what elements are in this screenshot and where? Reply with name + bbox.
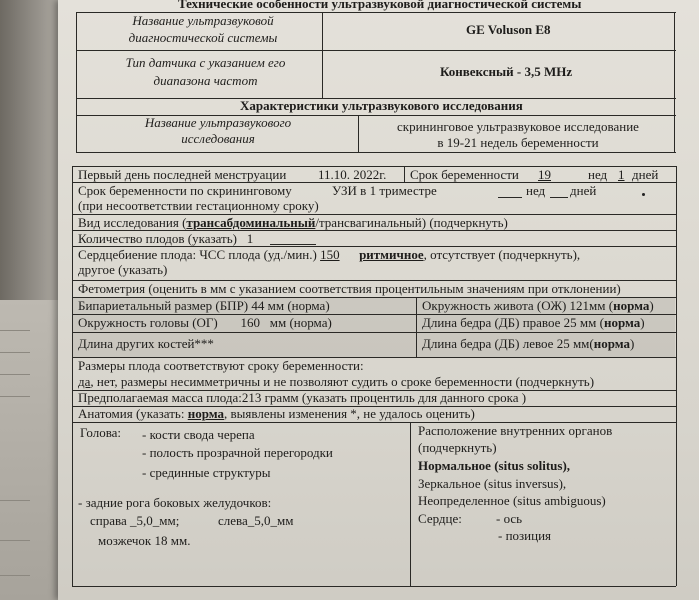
ac-norm: норма [613,298,650,313]
anatomy-prefix: Анатомия (указать: [78,406,188,421]
underlying-rule [0,352,30,353]
ga-weeks: 19 [538,167,551,182]
size-title: Размеры плода соответствуют сроку беременности: [78,358,364,373]
exam-type-selected: трансабдоминальный [186,215,316,230]
ac-line [422,299,654,314]
fl-left-close: ) [630,336,635,351]
organs-title-2: (подчеркнуть) [418,440,497,455]
fl-left-line [422,337,634,352]
right-unit: мм; [159,513,180,528]
exam-type-prefix: Вид исследования ( [78,215,187,230]
right-label: справа [90,513,127,528]
right-ventricle: справа _5,0_мм; [90,513,180,528]
size-rest: , нет, размеры несимметричны и не позволяют судить о сроке беременности (подчеркнуть) [90,374,595,389]
left-unit: мм [277,513,294,528]
exam-type-line [78,216,508,231]
ga-days: 1 [618,167,625,182]
anatomy-selected: норма [187,406,225,421]
fetus-count-value: 1 [246,231,254,246]
hc-line [78,316,332,331]
midline-structures: - срединные структуры [142,465,271,480]
head-label: Голова: [80,425,122,440]
form-sheet [58,0,699,600]
ga-label: Срок беременности [410,167,519,182]
ventricles-label: - задние рога боковых желудочков: [78,495,272,510]
ac-label: Окружность живота (ОЖ) 121мм ( [422,298,614,313]
screen-note: (при несоответствии гестационному сроку) [78,198,319,213]
fl-right-line [422,316,645,331]
heart-label: Сердце: [418,511,462,526]
probe-label-line2: диапазона частот [153,73,258,88]
fetus-count-line [78,232,253,247]
left-value: 5,0 [254,513,271,528]
situs-ambiguous: Неопределенное (situs ambiguous) [418,493,606,508]
fetometry-title: Фетометрия (оценить в мм с указанием соответствия процентильным значениям при отклонении) [78,281,621,296]
underlying-rule [0,500,30,501]
probe-label-line1: Тип датчика с указанием его [125,55,286,70]
skull-vault: - кости свода черепа [142,427,255,442]
cerebellum: мозжечок 18 мм. [98,533,191,548]
exam-type-rest: /трансвагинальный) (подчеркнуть) [315,215,508,230]
ga-days-unit: дней [632,167,659,182]
ac-close: ) [649,298,654,313]
heartbeat-rest: , отсутствует (подчеркнуть), [423,247,581,262]
screen-days-unit: дней [570,183,597,198]
situs-solitus: Нормальное (situs solitus), [418,458,571,473]
size-line [78,375,594,390]
fetus-count-label: Количество плодов (указать) [78,231,237,246]
study-title: Характеристики ультразвукового исследования [240,98,523,113]
right-value: 5,0 [136,513,153,528]
heart-position: - позиция [498,528,552,543]
fl-right-close: ) [640,315,645,330]
septum-cavity: - полость прозрачной перегородки [142,445,333,460]
study-name-line1: Название ультразвукового [144,115,292,130]
screen-ga-label: Срок беременности по скрининговому [78,183,292,198]
bpd: Бипариетальный размер (БПР) 44 мм (норма) [78,298,330,313]
ga-weeks-unit: нед [588,167,608,182]
hc-label: Окружность головы (ОГ) [78,315,218,330]
organs-title-1: Расположение внутренних органов [418,423,613,438]
system-label-line2: диагностической системы [128,30,278,45]
underlying-rule [0,396,30,397]
underlying-rule [0,540,30,541]
heartbeat-rhythm: ритмичное [359,247,424,262]
probe-value: Конвексный - 3,5 MHz [440,64,573,79]
heartbeat-value: 150 [320,247,340,262]
hc-unit: мм (норма) [269,315,332,330]
fl-right-label: Длина бедра (ДБ) правое 25 мм ( [422,315,604,330]
heartbeat-line [78,248,580,263]
screen-ga-mid: УЗИ в 1 триместре [332,183,437,198]
estimated-weight: Предполагаемая масса плода:213 грамм (указать процентиль для данного срока ) [78,390,527,405]
heart-axis: - ось [496,511,523,526]
left-ventricle: слева_5,0_мм [218,513,294,528]
underlying-rule [0,575,30,576]
underlying-rule [0,374,30,375]
size-yes: да [78,374,91,389]
tech-title: Технические особенности ультразвуковой диагностической системы [178,0,582,11]
anatomy-rest: , выявлены изменения *, не удалось оценить) [224,406,475,421]
screen-weeks-unit: нед [526,183,546,198]
lmp-label: Первый день последней менструации [78,167,287,182]
heartbeat-label: Сердцебиение плода: ЧСС плода (уд./мин.) [78,247,317,262]
fl-right-norm: норма [603,315,641,330]
study-name-value-line1: скрининговое ультразвуковое исследование [397,119,639,134]
other-bones: Длина других костей*** [78,336,214,351]
underlying-rule [0,330,30,331]
anatomy-line [78,407,475,422]
situs-inversus: Зеркальное (situs inversus), [418,476,567,491]
system-label-line1: Название ультразвуковой [132,13,274,28]
lmp-value: 11.10. 2022г. [318,167,387,182]
study-name-value-line2: в 19-21 недель беременности [437,135,599,150]
fl-left-label: Длина бедра (ДБ) левое 25 мм( [422,336,594,351]
left-label: слева [218,513,248,528]
underlying-sheet [0,300,60,600]
study-name-line2: исследования [181,131,255,146]
hc-value: 160 [240,315,261,330]
heartbeat-other: другое (указать) [78,262,168,277]
system-value: GE Voluson E8 [466,22,551,37]
fl-left-norm: норма [593,336,631,351]
